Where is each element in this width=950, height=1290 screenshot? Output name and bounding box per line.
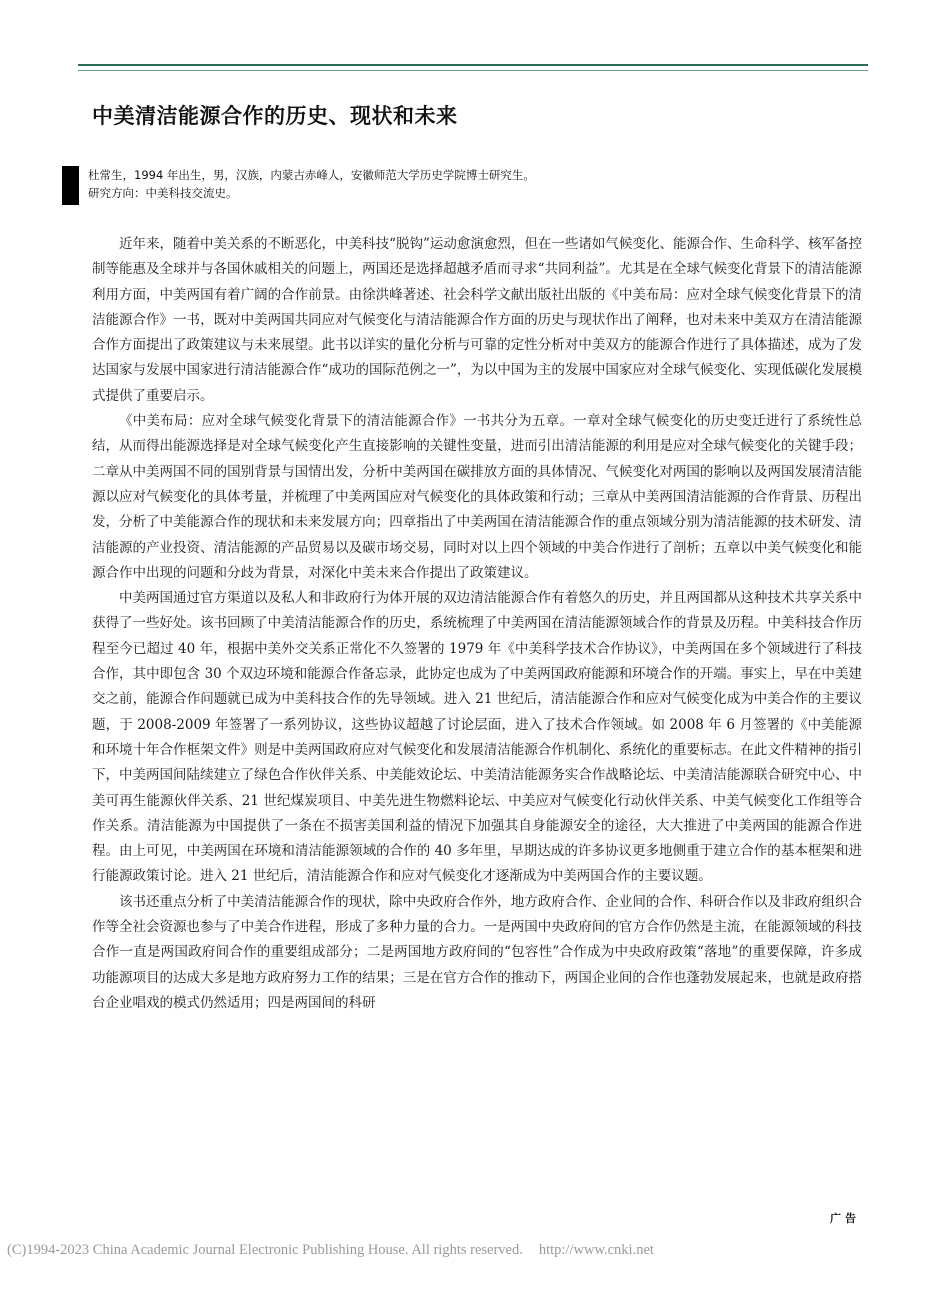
header-rule: [78, 64, 868, 66]
page-footer: [7, 1242, 654, 1259]
header-rule-thin: [78, 70, 868, 71]
footer-copyright: (C)1994-2023 China Academic Journal Electronic Publishing House. All rights reserved.: [7, 1242, 523, 1258]
advertisement-label: 广告: [830, 1212, 860, 1225]
paragraph-4: 该书还重点分析了中美清洁能源合作的现状，除中央政府合作外，地方政府合作、企业间的合作、科研合作以及非政府组织合作等全社会资源也参与了中美合作进程，形成了多种力量的合力。一是两国中央政府间的官方合作仍然是主流，在能源领域的科技合作一直是两国政府间合作的重要组成部分；二是两国地方政府间的“包容性”合作成为中央政府政策“落地”的重要保障，许多成功能源项目的达成大多是地方政府努力工作的结果；三是在官方合作的推动下，两国企业间的合作也蓬勃发展起来，也就是政府搭台企业唱戏的模式仍然适用；四是两国间的科研: [92, 893, 862, 1011]
paragraph-2: 《中美布局：应对全球气候变化背景下的清洁能源合作》一书共分为五章。一章对全球气候变化的历史变迁进行了系统性总结，从而得出能源选择是对全球气候变化产生直接影响的关键性变量，进而引出清洁能源的利用是应对全球气候变化的关键手段；二章从中美两国不同的国别背景与国情出发，分析中美两国在碳排放方面的具体情况、气候变化对两国的影响以及两国发展清洁能源以应对气候变化的具体考量，并梳理了中美两国应对气候变化的具体政策和行动；三章从中美两国清洁能源的合作背景、历程出发，分析了中美能源合作的现状和未来发展方向；四章指出了中美两国在清洁能源合作的重点领域分别为清洁能源的技术研发、清洁能源的产业投资、清洁能源的产品贸易以及碳市场交易，同时对以上四个领域的中美合作进行了剖析；五章以中美气候变化和能源合作中出现的问题和分歧为背景，对深化中美未来合作提出了政策建议。: [92, 413, 862, 581]
article-body: [92, 232, 862, 1016]
author-text: [88, 166, 535, 202]
author-research-field: 研究方向：中美科技交流史。: [88, 186, 238, 200]
paragraph-1: 近年来，随着中美关系的不断恶化，中美科技“脱钩”运动愈演愈烈，但在一些诸如气候变化、能源合作、生命科学、核军备控制等能惠及全球并与各国休戚相关的问题上，两国还是选择超越矛盾而寻求“共同利益”。尤其是在全球气候变化背景下的清洁能源利用方面，中美两国有着广阔的合作前景。由徐洪峰著述、社会科学文献出版社出版的《中美布局：应对全球气候变化背景下的清洁能源合作》一书，既对中美两国共同应对气候变化与清洁能源合作方面的历史与现状作出了阐释，也对未来中美双方在清洁能源合作方面提出了政策建议与未来展望。此书以详实的量化分析与可靠的定性分析对中美双方的能源合作进行了具体描述，成为了发达国家与发展中国家进行清洁能源合作“成功的国际范例之一”，为以中国为主的发展中国家应对全球气候变化、实现低碳化发展模式提供了重要启示。: [92, 236, 862, 404]
article-title: 中美清洁能源合作的历史、现状和未来: [92, 104, 458, 128]
author-marker-bar: [62, 166, 79, 205]
author-bio: 杜常生，1994 年出生，男，汉族，内蒙古赤峰人，安徽师范大学历史学院博士研究生。: [88, 168, 535, 182]
paragraph-3: 中美两国通过官方渠道以及私人和非政府行为体开展的双边清洁能源合作有着悠久的历史，并且两国都从这种技术共享关系中获得了一些好处。该书回顾了中美清洁能源合作的历史，系统梳理了中美两国在清洁能源领域合作的背景及历程。中美科技合作历程至今已超过 40 年，根据中美外交关系正常化不久签署的 1979 年《中美科学技术合作协议》，中美两国在多个领域进行了科技合作，其中即包含 30 个双边环境和能源合作备忘录，此协定也成为了中美两国政府能源和环境合作的开端。事实上，早在中美建交之前，能源合作问题就已成为中美科技合作的先导领域。进入 21 世纪后，清洁能源合作和应对气候变化成为中美合作的主要议题，于 2008-2009 年签署了一系列协议，这些协议超越了讨论层面，进入了技术合作领域。如 2008 年 6 月签署的《中美能源和环境十年合作框架文件》则是中美两国政府应对气候变化和发展清洁能源合作机制化、系统化的重要标志。在此文件精神的指引下，中美两国间陆续建立了绿色合作伙伴关系、中美能效论坛、中美清洁能源务实合作战略论坛、中美清洁能源联合研究中心、中美可再生能源伙伴关系、21 世纪煤炭项目、中美先进生物燃料论坛、中美应对气候变化行动伙伴关系、中美气候变化工作组等合作关系。清洁能源为中国提供了一条在不损害美国利益的情况下加强其自身能源安全的途径，大大推进了中美两国的能源合作进程。由上可见，中美两国在环境和清洁能源领域的合作的 40 多年里，早期达成的许多协议更多地侧重于建立合作的基本框架和进行能源政策讨论。进入 21 世纪后，清洁能源合作和应对气候变化才逐渐成为中美两国合作的主要议题。: [92, 590, 862, 885]
footer-url[interactable]: http://www.cnki.net: [538, 1242, 654, 1258]
